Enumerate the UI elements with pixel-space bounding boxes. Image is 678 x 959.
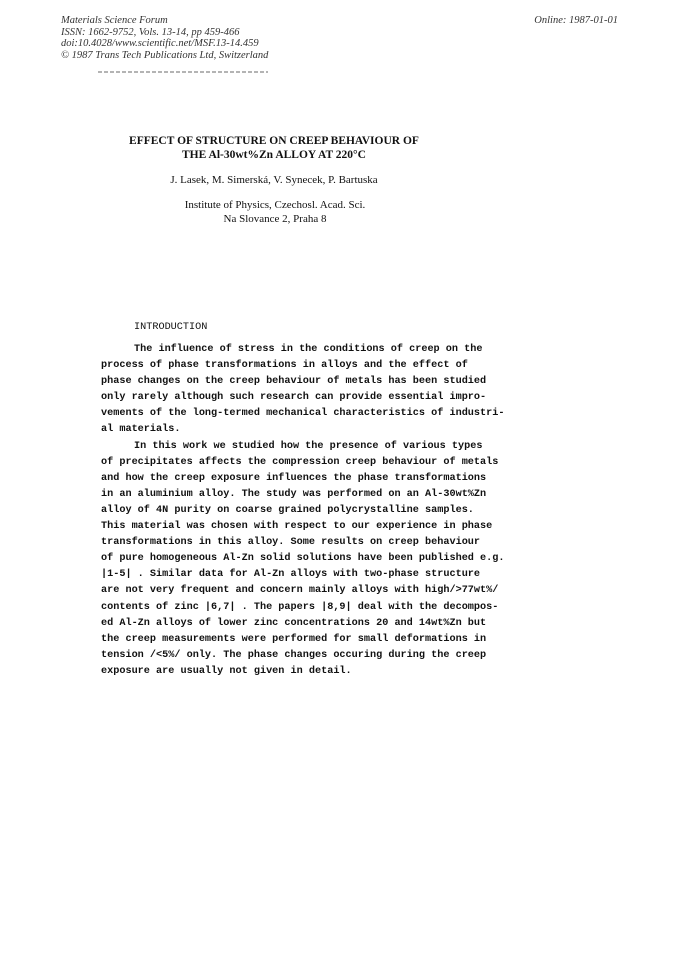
body-line: transformations in this alloy. Some results on creep behaviour — [101, 537, 481, 549]
scan-artifact-line — [98, 71, 268, 73]
body-line: of precipitates affects the compression creep behaviour of metals — [101, 456, 499, 468]
copyright-line: © 1987 Trans Tech Publications Ltd, Switzerland — [61, 49, 269, 61]
body-line: contents of zinc |6,7| . The papers |8,9| deal with the decompos- — [101, 601, 499, 613]
body-line: the creep measurements were performed for small deformations in — [101, 633, 487, 645]
body-line: al materials. — [101, 424, 181, 436]
body-line: are not very frequent and concern mainly alloys with high/>77wt%/ — [101, 585, 499, 597]
body-line: In this work we studied how the presence of various types — [134, 440, 483, 452]
body-line: process of phase transformations in alloys and the effect of — [101, 360, 468, 372]
journal-header — [61, 15, 268, 61]
body-line: of pure homogeneous Al-Zn solid solutions have been published e.g. — [101, 553, 505, 565]
affiliation-line-1: Institute of Physics, Czechosl. Acad. Sci. — [184, 199, 366, 211]
body-line: alloy of 4N purity on coarse grained polycrystalline samples. — [101, 504, 474, 516]
author-list: J. Lasek, M. Simerská, V. Synecek, P. Bartuska — [170, 174, 378, 186]
paper-title — [120, 134, 428, 162]
doi-line: doi:10.4028/www.scientific.net/MSF.13-14.459 — [61, 38, 259, 49]
body-line: phase changes on the creep behaviour of metals has been studied — [101, 376, 487, 388]
body-line: tension /<5%/ only. The phase changes occuring during the creep — [101, 649, 487, 661]
body-line: |1-5| . Similar data for Al-Zn alloys with two-phase structure — [101, 569, 481, 581]
journal-name: Materials Science Forum — [61, 15, 168, 26]
affiliation-line-2: Na Slovance 2, Praha 8 — [223, 213, 327, 225]
body-line: This material was chosen with respect to our experience in phase — [101, 521, 493, 533]
body-line: The influence of stress in the conditions of creep on the — [134, 344, 483, 355]
title-line-2: THE Al-30wt%Zn ALLOY AT 220°C — [182, 149, 366, 161]
title-line-1: EFFECT OF STRUCTURE ON CREEP BEHAVIOUR OF — [129, 135, 419, 147]
affiliation — [150, 198, 400, 226]
body-line: exposure are usually not given in detail. — [101, 665, 352, 677]
body-text — [101, 342, 531, 680]
body-line: in an aluminium alloy. The study was performed on an Al-30wt%Zn — [101, 488, 487, 500]
issn-line: ISSN: 1662-9752, Vols. 13-14, pp 459-466 — [61, 26, 240, 38]
body-line: only rarely although such research can provide essential impro- — [101, 392, 487, 404]
body-line: ed Al-Zn alloys of lower zinc concentrations 20 and 14wt%Zn but — [101, 617, 487, 629]
body-line: vements of the long-termed mechanical characteristics of industri- — [101, 408, 505, 420]
online-date: Online: 1987-01-01 — [534, 15, 618, 26]
body-line: and how the creep exposure influences the phase transformations — [101, 472, 487, 484]
section-heading: INTRODUCTION — [134, 322, 208, 333]
